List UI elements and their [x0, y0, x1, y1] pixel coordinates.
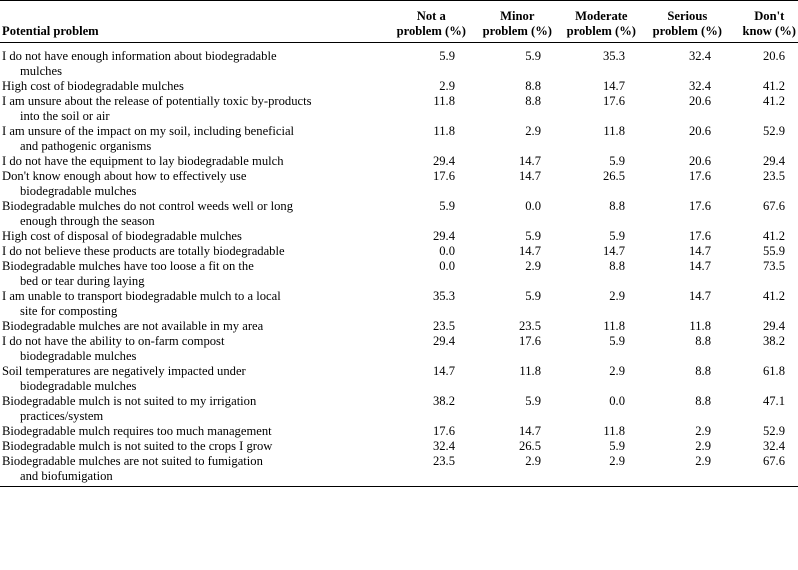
serious-problem-value: 14.7 — [688, 259, 711, 273]
dont-know-value: 67.6 — [762, 199, 785, 213]
minor-problem-value: 26.5 — [518, 439, 541, 453]
dont-know-value: 41.2 — [762, 79, 785, 93]
header-dont-know — [724, 1, 798, 43]
moderate-problem-value: 5.9 — [609, 439, 625, 453]
not-a-problem-value: 11.8 — [433, 94, 455, 108]
problem-cell — [0, 439, 388, 454]
minor-problem-value: 0.0 — [525, 199, 541, 213]
dont-know-value: 41.2 — [762, 229, 785, 243]
dont-know-value: 29.4 — [762, 319, 785, 333]
minor-problem-value: 2.9 — [525, 259, 541, 273]
problem-text-line: site for composting — [20, 304, 118, 318]
minor-problem-value: 8.8 — [525, 79, 541, 93]
serious-problem-value: 17.6 — [688, 169, 711, 183]
dont-know-value: 73.5 — [762, 259, 785, 273]
not-a-problem-value: 14.7 — [432, 364, 455, 378]
header-dont-know-line2: know (%) — [742, 24, 796, 38]
serious-problem-value: 32.4 — [688, 49, 711, 63]
not-a-problem-value: 29.4 — [432, 229, 455, 243]
dont-know-value: 52.9 — [762, 124, 785, 138]
problem-text-line: I am unsure about the release of potentially toxic by-products — [2, 94, 312, 108]
not-a-problem-value: 32.4 — [432, 439, 455, 453]
dont-know-value: 55.9 — [762, 244, 785, 258]
moderate-problem-value: 11.8 — [603, 319, 625, 333]
header-not-a-problem-line2: problem (%) — [396, 24, 466, 38]
dont-know-value: 41.2 — [762, 94, 785, 108]
problem-text-line: Biodegradable mulches are not suited to fumigation — [2, 454, 263, 468]
minor-problem-value: 14.7 — [518, 154, 541, 168]
dont-know-value: 67.6 — [724, 454, 798, 487]
not-a-problem-value: 0.0 — [439, 259, 455, 273]
not-a-problem-value: 23.5 — [388, 454, 468, 487]
not-a-problem-value: 11.8 — [433, 124, 455, 138]
problem-cell — [0, 199, 388, 229]
dont-know-value: 32.4 — [762, 439, 785, 453]
serious-problem-value: 14.7 — [688, 244, 711, 258]
minor-problem-value: 5.9 — [525, 229, 541, 243]
header-dont-know-line1: Don't — [754, 9, 785, 23]
minor-problem-value: 14.7 — [518, 424, 541, 438]
not-a-problem-value: 29.4 — [432, 334, 455, 348]
serious-problem-value: 17.6 — [688, 199, 711, 213]
header-serious-problem — [638, 1, 724, 43]
minor-problem-value: 11.8 — [519, 364, 541, 378]
problem-cell — [0, 244, 388, 259]
problem-cell — [0, 334, 388, 364]
problem-text-line: biodegradable mulches — [20, 379, 137, 393]
problem-cell — [0, 289, 388, 319]
problem-text-line: biodegradable mulches — [20, 349, 137, 363]
problem-text-line: I do not believe these products are totally biodegradable — [2, 244, 285, 258]
problem-text-line: High cost of disposal of biodegradable mulches — [2, 229, 242, 243]
header-serious-problem-line2: problem (%) — [652, 24, 722, 38]
table-row — [0, 259, 798, 289]
minor-problem-value: 17.6 — [518, 334, 541, 348]
not-a-problem-value: 2.9 — [439, 79, 455, 93]
not-a-problem-value: 5.9 — [439, 49, 455, 63]
problem-text-line: I am unable to transport biodegradable mulch to a local — [2, 289, 281, 303]
minor-problem-value: 2.9 — [468, 454, 554, 487]
problem-text-line: Biodegradable mulch is not suited to my irrigation — [2, 394, 257, 408]
minor-problem-value: 8.8 — [525, 94, 541, 108]
header-minor-problem-line2: problem (%) — [482, 24, 552, 38]
problem-text-line: enough through the season — [20, 214, 155, 228]
moderate-problem-value: 14.7 — [602, 79, 625, 93]
problem-text-line: Biodegradable mulches do not control weeds well or long — [2, 199, 293, 213]
problem-cell — [0, 43, 388, 80]
serious-problem-value: 20.6 — [688, 154, 711, 168]
dont-know-value: 61.8 — [762, 364, 785, 378]
table-body — [0, 43, 798, 487]
table-row — [0, 154, 798, 169]
problem-cell — [0, 154, 388, 169]
problem-text-line: Biodegradable mulch is not suited to the crops I grow — [2, 439, 273, 453]
serious-problem-value: 20.6 — [688, 94, 711, 108]
serious-problem-value: 8.8 — [695, 394, 711, 408]
problem-cell — [0, 259, 388, 289]
serious-problem-value: 14.7 — [688, 289, 711, 303]
moderate-problem-value: 5.9 — [609, 334, 625, 348]
problem-text-line: bed or tear during laying — [20, 274, 145, 288]
problem-text-line: Don't know enough about how to effectively use — [2, 169, 247, 183]
serious-problem-value: 2.9 — [695, 424, 711, 438]
not-a-problem-value: 29.4 — [432, 154, 455, 168]
problem-text-line: High cost of biodegradable mulches — [2, 79, 184, 93]
table-row — [0, 319, 798, 334]
moderate-problem-value: 11.8 — [603, 424, 625, 438]
not-a-problem-value: 23.5 — [432, 319, 455, 333]
moderate-problem-value: 26.5 — [602, 169, 625, 183]
problem-text-line: I do not have the equipment to lay biodegradable mulch — [2, 154, 284, 168]
serious-problem-value: 32.4 — [688, 79, 711, 93]
table-row — [0, 79, 798, 94]
not-a-problem-value: 5.9 — [439, 199, 455, 213]
table-row — [0, 229, 798, 244]
dont-know-value: 29.4 — [762, 154, 785, 168]
header-not-a-problem-line1: Not a — [416, 9, 446, 23]
minor-problem-value: 14.7 — [518, 244, 541, 258]
problem-cell — [0, 454, 388, 487]
header-moderate-problem-line1: Moderate — [575, 9, 628, 23]
minor-problem-value: 5.9 — [525, 289, 541, 303]
table-row — [0, 94, 798, 124]
moderate-problem-value: 5.9 — [609, 229, 625, 243]
serious-problem-value: 2.9 — [638, 454, 724, 487]
not-a-problem-value: 38.2 — [432, 394, 455, 408]
moderate-problem-value: 8.8 — [609, 199, 625, 213]
problem-text-line: I am unsure of the impact on my soil, including beneficial — [2, 124, 295, 138]
problem-cell — [0, 124, 388, 154]
moderate-problem-value: 5.9 — [609, 154, 625, 168]
moderate-problem-value: 14.7 — [602, 244, 625, 258]
moderate-problem-value: 35.3 — [602, 49, 625, 63]
problem-text-line: Biodegradable mulches are not available in my area — [2, 319, 264, 333]
serious-problem-value: 8.8 — [695, 334, 711, 348]
table-row — [0, 199, 798, 229]
dont-know-value: 38.2 — [762, 334, 785, 348]
moderate-problem-value: 2.9 — [554, 454, 638, 487]
dont-know-value: 20.6 — [762, 49, 785, 63]
header-minor-problem-line1: Minor — [500, 9, 535, 23]
dont-know-value: 52.9 — [762, 424, 785, 438]
table-row — [0, 334, 798, 364]
minor-problem-value: 5.9 — [525, 49, 541, 63]
table-row — [0, 289, 798, 319]
problem-cell — [0, 169, 388, 199]
problem-text-line: Soil temperatures are negatively impacted under — [2, 364, 246, 378]
header-minor-problem — [468, 1, 554, 43]
dont-know-value: 47.1 — [762, 394, 785, 408]
problem-cell — [0, 319, 388, 334]
problem-cell — [0, 424, 388, 439]
serious-problem-value: 20.6 — [688, 124, 711, 138]
dont-know-value: 41.2 — [762, 289, 785, 303]
header-moderate-problem-line2: problem (%) — [566, 24, 636, 38]
moderate-problem-value: 2.9 — [609, 289, 625, 303]
problem-text-line: and biofumigation — [20, 469, 113, 483]
problem-cell — [0, 229, 388, 244]
moderate-problem-value: 2.9 — [609, 364, 625, 378]
problem-text-line: and pathogenic organisms — [20, 139, 152, 153]
problem-text-line: biodegradable mulches — [20, 184, 137, 198]
minor-problem-value: 5.9 — [525, 394, 541, 408]
table-row — [0, 244, 798, 259]
serious-problem-value: 17.6 — [688, 229, 711, 243]
not-a-problem-value: 0.0 — [439, 244, 455, 258]
problem-text-line: I do not have the ability to on-farm compost — [2, 334, 225, 348]
header-moderate-problem — [554, 1, 638, 43]
not-a-problem-value: 35.3 — [432, 289, 455, 303]
moderate-problem-value: 17.6 — [602, 94, 625, 108]
table-row — [0, 394, 798, 424]
table-row — [0, 169, 798, 199]
table-row — [0, 43, 798, 80]
not-a-problem-value: 17.6 — [432, 169, 455, 183]
not-a-problem-value: 17.6 — [432, 424, 455, 438]
problem-text-line: I do not have enough information about biodegradable — [2, 49, 277, 63]
minor-problem-value: 2.9 — [525, 124, 541, 138]
header-potential-problem: Potential problem — [0, 1, 388, 43]
table-row — [0, 439, 798, 454]
moderate-problem-value: 0.0 — [609, 394, 625, 408]
header-not-a-problem — [388, 1, 468, 43]
serious-problem-value: 2.9 — [695, 439, 711, 453]
table-row — [0, 454, 798, 487]
problem-cell — [0, 94, 388, 124]
problem-cell — [0, 79, 388, 94]
moderate-problem-value: 8.8 — [609, 259, 625, 273]
dont-know-value: 23.5 — [762, 169, 785, 183]
problem-cell — [0, 394, 388, 424]
minor-problem-value: 23.5 — [518, 319, 541, 333]
table-row — [0, 124, 798, 154]
problem-text-line: practices/system — [20, 409, 104, 423]
header-serious-problem-line1: Serious — [667, 9, 708, 23]
serious-problem-value: 8.8 — [695, 364, 711, 378]
problem-text-line: mulches — [20, 64, 62, 78]
serious-problem-value: 11.8 — [689, 319, 711, 333]
problem-text-line: into the soil or air — [20, 109, 110, 123]
moderate-problem-value: 11.8 — [603, 124, 625, 138]
minor-problem-value: 14.7 — [518, 169, 541, 183]
table-row — [0, 364, 798, 394]
header-row — [0, 1, 798, 43]
problem-text-line: Biodegradable mulch requires too much management — [2, 424, 272, 438]
problem-text-line: Biodegradable mulches have too loose a fit on the — [2, 259, 254, 273]
table-row — [0, 424, 798, 439]
problem-cell — [0, 364, 388, 394]
